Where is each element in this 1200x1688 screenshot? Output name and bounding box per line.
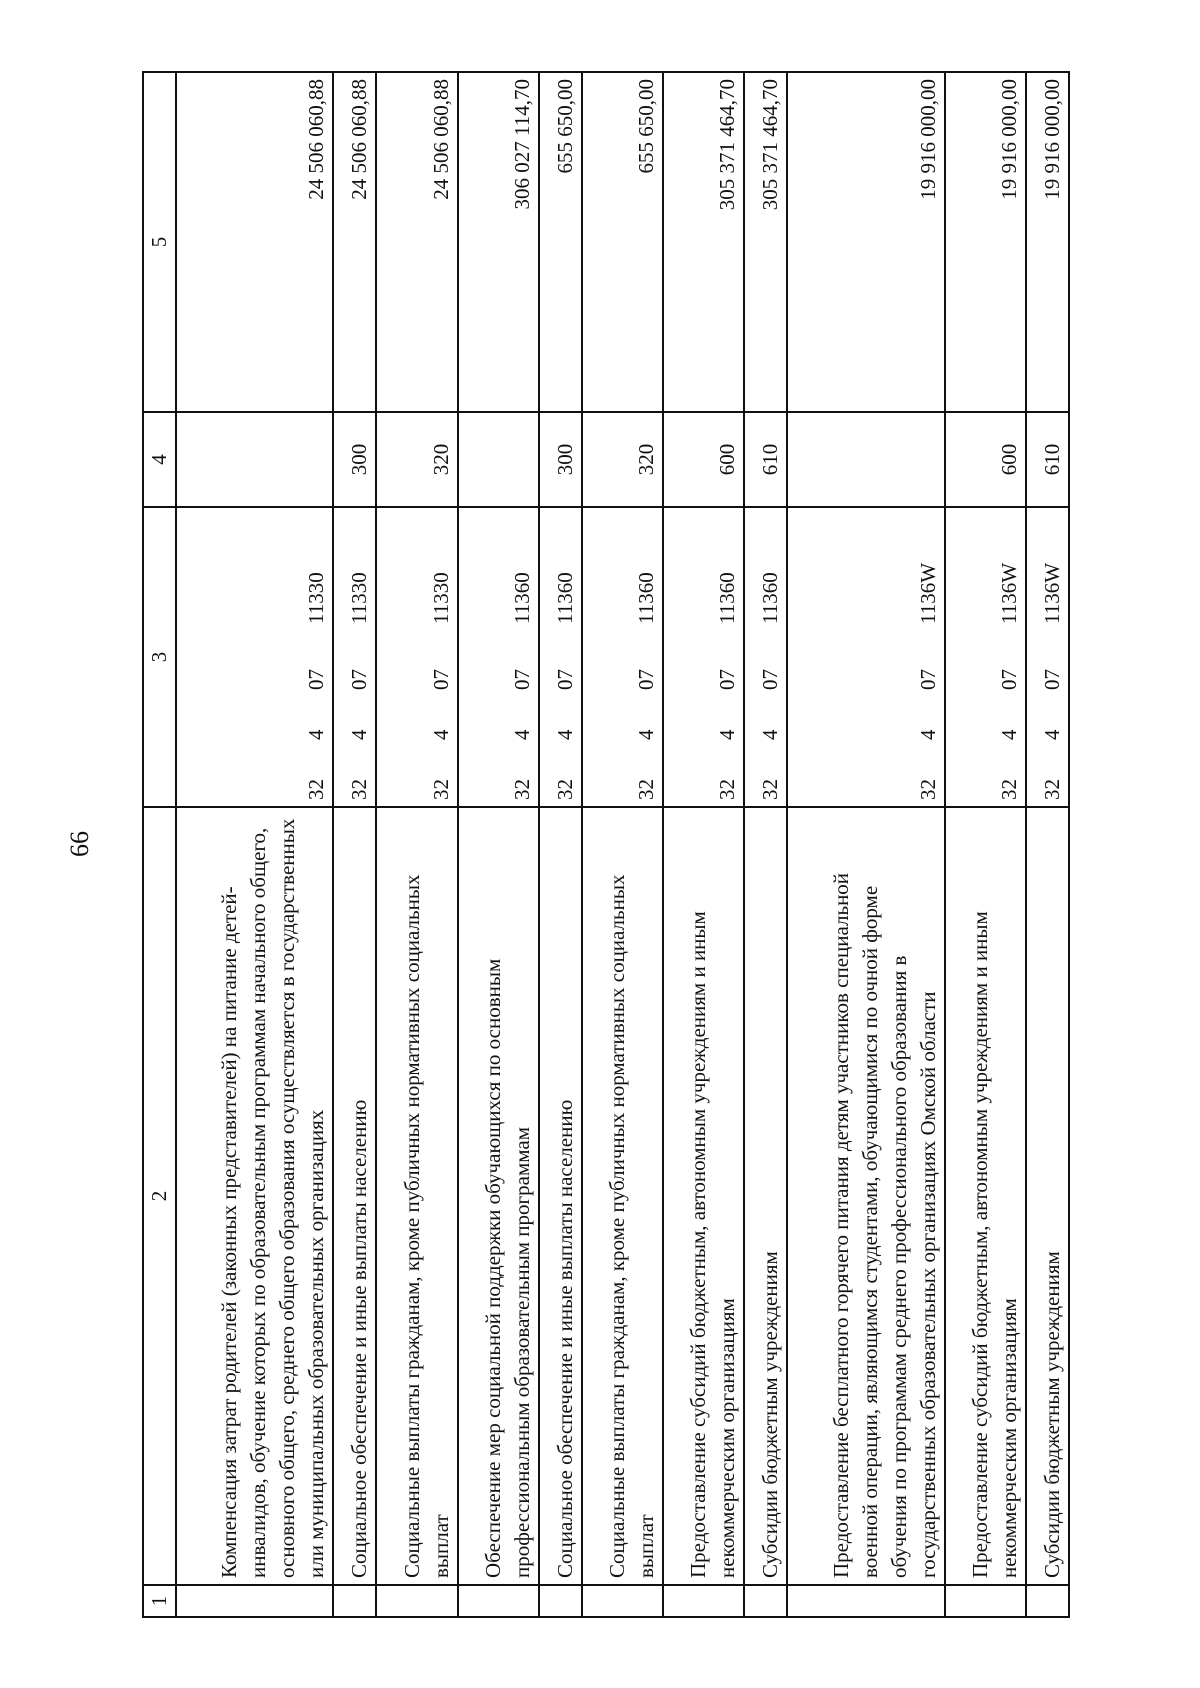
table-row	[945, 72, 1026, 1617]
code-direction: 11360	[634, 572, 659, 624]
code-subprogram: 4	[552, 729, 577, 740]
index-cell	[582, 1585, 663, 1617]
amount: 24 506 060,88	[176, 72, 333, 412]
rotated-table-container	[142, 73, 1070, 1618]
header-col-5: 5	[143, 72, 176, 412]
table-row	[663, 72, 744, 1617]
code-subprogram: 4	[428, 729, 453, 740]
code-program: 32	[509, 779, 534, 800]
index-cell	[458, 1585, 539, 1617]
table-row	[582, 72, 663, 1617]
classification-code	[945, 507, 1026, 807]
classification-code	[663, 507, 744, 807]
index-cell	[945, 1585, 1026, 1617]
expense-type: 300	[539, 412, 582, 507]
table-row	[1026, 72, 1069, 1617]
code-main-activity: 07	[509, 669, 534, 690]
code-program: 32	[552, 779, 577, 800]
expense-type: 600	[945, 412, 1026, 507]
amount: 19 916 000,00	[945, 72, 1026, 412]
item-name: Социальное обеспечение и иные выплаты населению	[539, 807, 582, 1585]
code-main-activity: 07	[758, 669, 783, 690]
classification-code	[539, 507, 582, 807]
table-row	[176, 72, 333, 1617]
classification-code	[333, 507, 376, 807]
code-program: 32	[758, 779, 783, 800]
code-main-activity: 07	[1040, 669, 1064, 690]
budget-table	[142, 71, 1070, 1618]
code-parts	[302, 514, 331, 800]
page-number: 66	[65, 831, 94, 857]
code-subprogram: 4	[347, 729, 372, 740]
expense-type: 320	[376, 412, 457, 507]
item-name: Предоставление бесплатного горячего питания детям участников специальной военной операции, являющимся студентами, обучающимися по очной форме обучения по программам среднего профессионального образования в государственных образовательных организациях Омской области	[787, 807, 944, 1585]
index-cell	[663, 1585, 744, 1617]
amount: 655 650,00	[539, 72, 582, 412]
code-main-activity: 07	[715, 669, 740, 690]
code-direction: 1136W	[915, 562, 940, 624]
amount: 19 916 000,00	[787, 72, 944, 412]
item-name: Компенсация затрат родителей (законных представителей) на питание детей-инвалидов, обучение которых по образовательным программам начального общего, основного общего, среднего общего образования осуществляется в государственных или муниципальных образовательных организациях	[176, 807, 333, 1585]
index-cell	[744, 1585, 787, 1617]
code-program: 32	[996, 779, 1021, 800]
index-cell	[176, 1585, 333, 1617]
code-direction: 11330	[428, 572, 453, 624]
amount: 24 506 060,88	[376, 72, 457, 412]
expense-type: 600	[663, 412, 744, 507]
amount: 19 916 000,00	[1026, 72, 1069, 412]
code-subprogram: 4	[509, 729, 534, 740]
table-row	[787, 72, 944, 1617]
code-program: 32	[715, 779, 740, 800]
code-parts	[756, 514, 785, 800]
code-direction: 11330	[304, 572, 329, 624]
index-cell	[333, 1585, 376, 1617]
classification-code	[1026, 507, 1069, 807]
code-main-activity: 07	[915, 669, 940, 690]
code-subprogram: 4	[715, 729, 740, 740]
code-program: 32	[428, 779, 453, 800]
code-parts	[713, 514, 742, 800]
code-direction: 11360	[715, 572, 740, 624]
classification-code	[787, 507, 944, 807]
code-parts	[995, 514, 1024, 800]
expense-type	[787, 412, 944, 507]
item-name: Обеспечение мер социальной поддержки обучающихся по основным профессиональным образовательным программам	[458, 807, 539, 1585]
item-name: Субсидии бюджетным учреждениям	[744, 807, 787, 1585]
code-subprogram: 4	[304, 729, 329, 740]
code-program: 32	[634, 779, 659, 800]
expense-type: 610	[744, 412, 787, 507]
item-name: Предоставление субсидий бюджетным, автономным учреждениям и иным некоммерческим организациям	[945, 807, 1026, 1585]
code-program: 32	[347, 779, 372, 800]
classification-code	[582, 507, 663, 807]
header-col-1: 1	[143, 1585, 176, 1617]
expense-type	[458, 412, 539, 507]
expense-type: 300	[333, 412, 376, 507]
code-program: 32	[1040, 779, 1064, 800]
code-parts	[345, 514, 374, 800]
table-row	[539, 72, 582, 1617]
header-col-2: 2	[143, 807, 176, 1585]
amount: 306 027 114,70	[458, 72, 539, 412]
amount: 305 371 464,70	[744, 72, 787, 412]
amount: 24 506 060,88	[333, 72, 376, 412]
code-direction: 1136W	[996, 562, 1021, 624]
amount: 655 650,00	[582, 72, 663, 412]
item-name: Предоставление субсидий бюджетным, автономным учреждениям и иным некоммерческим организациям	[663, 807, 744, 1585]
expense-type: 320	[582, 412, 663, 507]
amount: 305 371 464,70	[663, 72, 744, 412]
header-col-4: 4	[143, 412, 176, 507]
code-parts	[914, 514, 943, 800]
code-subprogram: 4	[915, 729, 940, 740]
code-parts	[1038, 514, 1067, 800]
expense-type	[176, 412, 333, 507]
code-direction: 11360	[552, 572, 577, 624]
item-name: Субсидии бюджетным учреждениям	[1026, 807, 1069, 1585]
table-row	[333, 72, 376, 1617]
code-direction: 1136W	[1040, 562, 1064, 624]
code-parts	[508, 514, 537, 800]
item-name: Социальное обеспечение и иные выплаты населению	[333, 807, 376, 1585]
code-direction: 11360	[509, 572, 534, 624]
code-main-activity: 07	[634, 669, 659, 690]
code-main-activity: 07	[552, 669, 577, 690]
table-row	[376, 72, 457, 1617]
classification-code	[376, 507, 457, 807]
table-row	[744, 72, 787, 1617]
code-subprogram: 4	[996, 729, 1021, 740]
index-cell	[376, 1585, 457, 1617]
expense-type: 610	[1026, 412, 1069, 507]
index-cell	[1026, 1585, 1069, 1617]
item-name: Социальные выплаты гражданам, кроме публичных нормативных социальных выплат	[582, 807, 663, 1585]
classification-code	[176, 507, 333, 807]
code-main-activity: 07	[347, 669, 372, 690]
code-parts	[632, 514, 661, 800]
budget-table-body	[143, 72, 1069, 1617]
code-program: 32	[304, 779, 329, 800]
code-program: 32	[915, 779, 940, 800]
code-subprogram: 4	[758, 729, 783, 740]
code-main-activity: 07	[428, 669, 453, 690]
header-col-3: 3	[143, 507, 176, 807]
classification-code	[458, 507, 539, 807]
code-main-activity: 07	[304, 669, 329, 690]
code-parts	[427, 514, 456, 800]
table-row	[458, 72, 539, 1617]
code-parts	[551, 514, 580, 800]
code-main-activity: 07	[996, 669, 1021, 690]
index-cell	[539, 1585, 582, 1617]
code-direction: 11360	[758, 572, 783, 624]
code-subprogram: 4	[1040, 729, 1064, 740]
code-subprogram: 4	[634, 729, 659, 740]
code-direction: 11330	[347, 572, 372, 624]
item-name: Социальные выплаты гражданам, кроме публичных нормативных социальных выплат	[376, 807, 457, 1585]
index-cell	[787, 1585, 944, 1617]
classification-code	[744, 507, 787, 807]
header-row	[143, 72, 176, 1617]
